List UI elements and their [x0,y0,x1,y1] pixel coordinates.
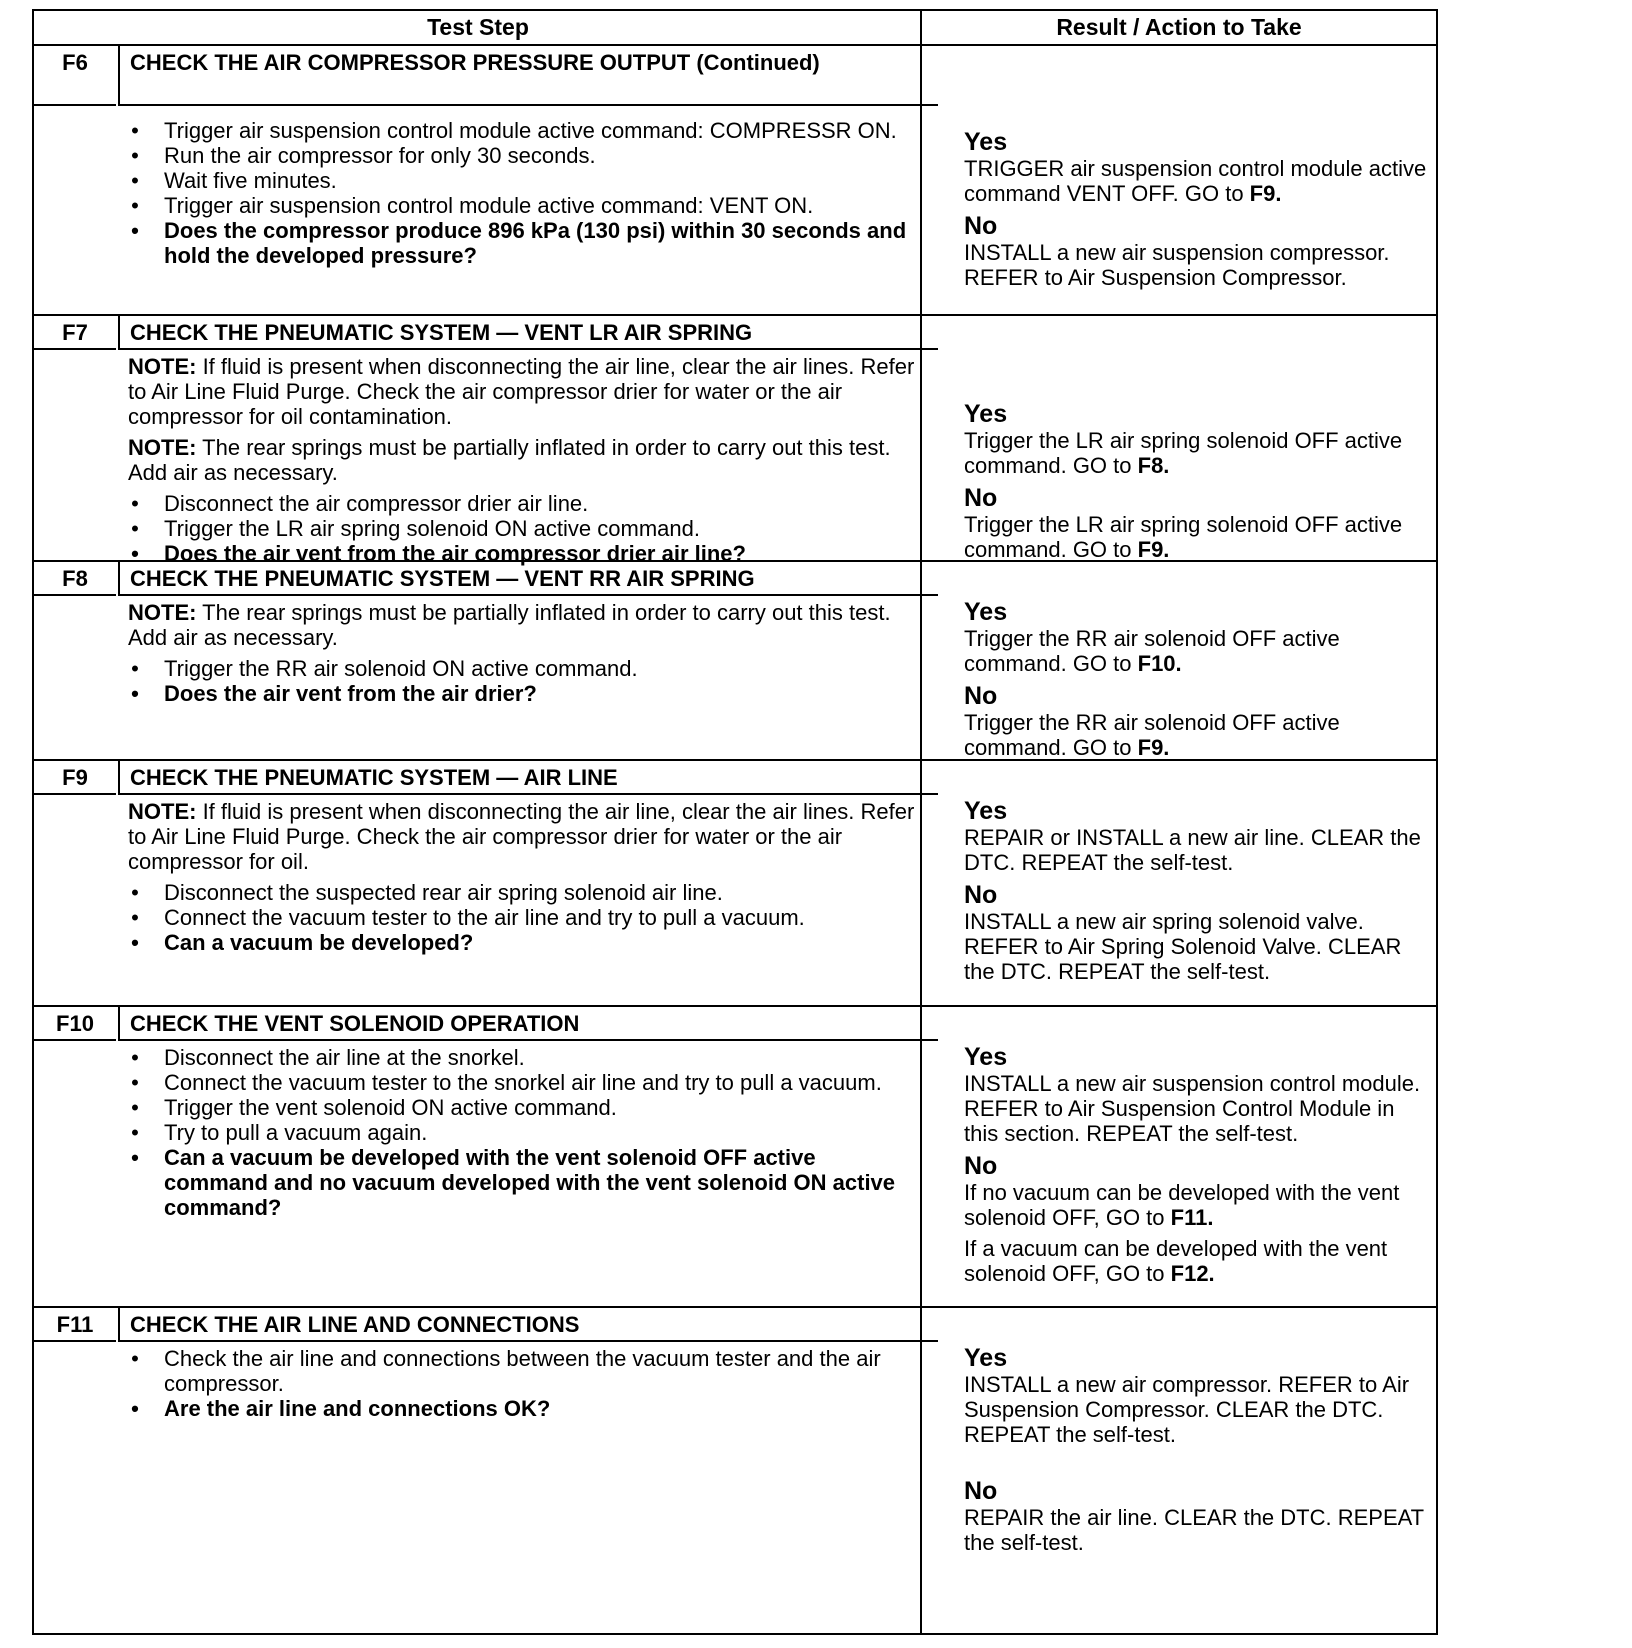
step-id: F10 [56,1011,94,1036]
step-id: F8 [62,566,88,591]
yes-label: Yes [964,598,1008,626]
step-title: CHECK THE PNEUMATIC SYSTEM — VENT LR AIR SPRING [118,316,938,350]
yes-action: INSTALL a new air suspension control module. REFER to Air Suspension Control Module in this section. REPEAT the self-test. [964,1071,1421,1146]
no-label: No [964,1152,998,1180]
yes-label: Yes [964,1043,1008,1071]
yes-action: Trigger the LR air spring solenoid OFF active command. GO to F8. [964,428,1403,478]
no-action: INSTALL a new air suspension compressor. REFER to Air Suspension Compressor. [964,240,1390,290]
step-item: • Trigger the LR air spring solenoid ON active command. [131,516,700,541]
step-item: • Run the air compressor for only 30 seconds. [131,143,596,168]
step-item: • Try to pull a vacuum again. [131,1120,428,1145]
step-result [954,1344,1440,1561]
yes-action: TRIGGER air suspension control module active command VENT OFF. GO to F9. [964,156,1427,206]
step-item: • Trigger air suspension control module active command: COMPRESSR ON. [131,118,897,143]
step-item: • Disconnect the air compressor drier air line. [131,491,589,516]
step-title: CHECK THE PNEUMATIC SYSTEM — AIR LINE [118,761,938,795]
step-body [118,1346,938,1421]
no-label: No [964,212,998,240]
no-action: INSTALL a new air spring solenoid valve. REFER to Air Spring Solenoid Valve. CLEAR the DTC. REPEAT the self-test. [964,909,1402,984]
no-action: Trigger the RR air solenoid OFF active command. GO to F9. [964,710,1340,760]
step-question: • Can a vacuum be developed with the vent solenoid OFF active command and no vacuum developed with the vent solenoid ON active command? [131,1145,896,1220]
step-item: • Trigger the RR air solenoid ON active command. [131,656,638,681]
step-f8 [34,562,1436,761]
step-question: • Does the air vent from the air compressor drier air line? [131,541,746,566]
step-result [954,128,1440,296]
step-title: CHECK THE VENT SOLENOID OPERATION [118,1007,938,1041]
no-action-1: If no vacuum can be developed with the vent solenoid OFF, GO to F11. [964,1180,1400,1230]
no-label: No [964,682,998,710]
step-result [954,797,1440,990]
yes-action: INSTALL a new air compressor. REFER to Air Suspension Compressor. CLEAR the DTC. REPEAT the self-test. [964,1372,1410,1447]
step-body [118,600,938,706]
yes-label: Yes [964,128,1008,156]
step-item: • Check the air line and connections between the vacuum tester and the air compressor. [131,1346,881,1396]
no-label: No [964,1477,998,1505]
no-label: No [964,881,998,909]
step-result [954,1043,1440,1292]
step-item: • Wait five minutes. [131,168,337,193]
step-item: • Disconnect the air line at the snorkel. [131,1045,525,1070]
no-action-2: If a vacuum can be developed with the vent solenoid OFF, GO to F12. [964,1236,1388,1286]
step-title: CHECK THE AIR LINE AND CONNECTIONS [118,1308,938,1342]
step-f11 [34,1308,1436,1635]
step-item: • Trigger air suspension control module active command: VENT ON. [131,193,814,218]
no-action: Trigger the LR air spring solenoid OFF active command. GO to F9. [964,512,1403,562]
diagnostic-table [32,9,1438,1635]
no-label: No [964,484,998,512]
step-title: CHECK THE AIR COMPRESSOR PRESSURE OUTPUT (Continued) [118,46,938,106]
step-question: • Does the air vent from the air drier? [131,681,537,706]
yes-action: REPAIR or INSTALL a new air line. CLEAR the DTC. REPEAT the self-test. [964,825,1421,875]
step-body [118,354,938,566]
step-body [118,799,938,955]
step-item: • Disconnect the suspected rear air spring solenoid air line. [131,880,723,905]
step-id: F6 [62,50,88,75]
step-result [954,400,1440,568]
step-question: • Are the air line and connections OK? [131,1396,551,1421]
step-title: CHECK THE PNEUMATIC SYSTEM — VENT RR AIR SPRING [118,562,938,596]
step-item: • Connect the vacuum tester to the snorkel air line and try to pull a vacuum. [131,1070,882,1095]
step-question: • Can a vacuum be developed? [131,930,474,955]
step-item: • Trigger the vent solenoid ON active command. [131,1095,617,1120]
yes-action: Trigger the RR air solenoid OFF active command. GO to F10. [964,626,1340,676]
yes-label: Yes [964,400,1008,428]
step-f6 [34,46,1436,316]
step-body [118,118,938,268]
header-test-step: Test Step [34,11,922,46]
note: NOTE: If fluid is present when disconnecting the air line, clear the air lines. Refer to Air Line Fluid Purge. Check the air compressor drier for water or the air compressor for oil. [128,799,915,874]
step-id: F7 [62,320,88,345]
step-f10 [34,1007,1436,1308]
step-f9 [34,761,1436,1007]
note: NOTE: The rear springs must be partially inflated in order to carry out this test. Add air as necessary. [128,435,891,485]
note: NOTE: The rear springs must be partially inflated in order to carry out this test. Add air as necessary. [128,600,891,650]
step-f7 [34,316,1436,566]
step-question: • Does the compressor produce 896 kPa (130 psi) within 30 seconds and hold the developed pressure? [131,218,907,268]
step-id: F9 [62,765,88,790]
step-result [954,598,1440,766]
step-item: • Connect the vacuum tester to the air line and try to pull a vacuum. [131,905,805,930]
yes-label: Yes [964,1344,1008,1372]
note: NOTE: If fluid is present when disconnecting the air line, clear the air lines. Refer to Air Line Fluid Purge. Check the air compressor drier for water or the air compressor for oil contamination. [128,354,915,429]
step-body [118,1045,938,1220]
header-result: Result / Action to Take [922,11,1436,46]
no-action: REPAIR the air line. CLEAR the DTC. REPEAT the self-test. [964,1505,1424,1555]
yes-label: Yes [964,797,1008,825]
step-id: F11 [56,1312,94,1337]
